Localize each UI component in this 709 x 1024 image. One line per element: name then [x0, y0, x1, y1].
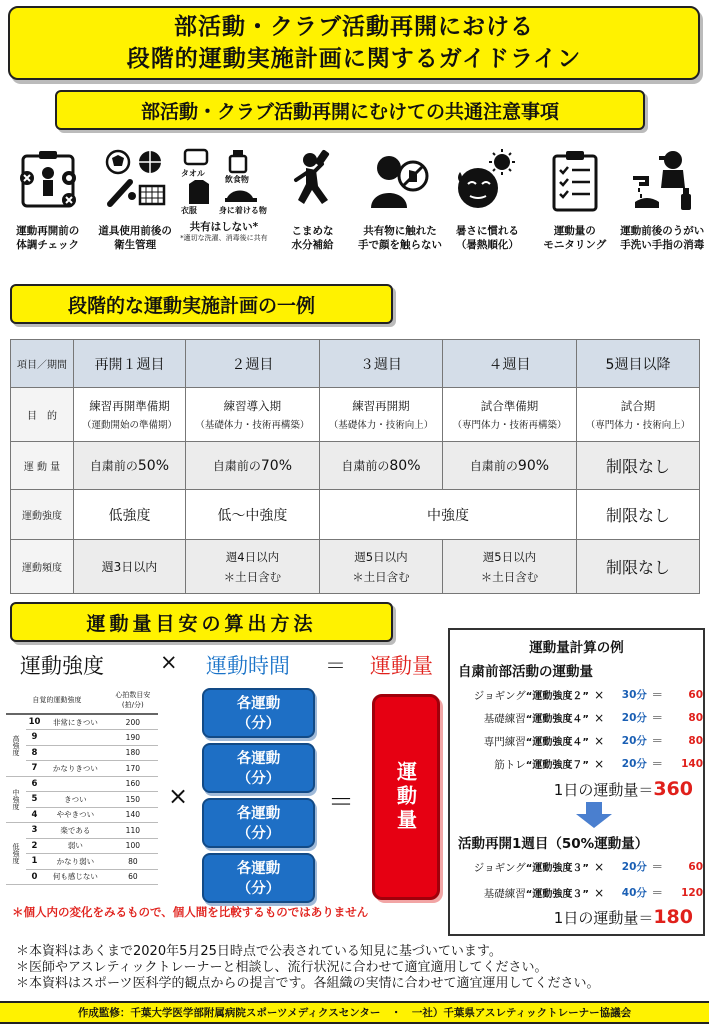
rpe-row: 0 何も感じない 60: [6, 869, 158, 885]
header-week1: 再開１週目: [74, 340, 186, 388]
purpose-week4: 試合準備期 （専門体力・技術再構築）: [442, 388, 576, 442]
calc-row: ジョギング“運動強度３” × 20分 ＝ 60: [473, 859, 704, 874]
rpe-group-low: 低強度: [6, 823, 26, 885]
header-week2: ２週目: [185, 340, 319, 388]
purpose-week2: 練習導入期 （基礎体力・技術再構築）: [185, 388, 319, 442]
exercise-minutes-block: 各運動 （分）: [202, 743, 315, 793]
rpe-row: 高強度 10 非常にきつい 200: [6, 714, 158, 730]
intensity-week5: 制限なし: [576, 490, 699, 540]
header-week5: 5週目以降: [576, 340, 699, 388]
precaution-handwash: [619, 148, 706, 268]
rpe-row: 4 ややきつい 140: [6, 807, 158, 823]
rpe-row: 中強度 6 160: [6, 776, 158, 792]
no-face-touch-icon: [367, 148, 433, 214]
plan-banner: 段階的な運動実施計画の一例: [10, 284, 393, 324]
precaution-8-line2: 手洗い手指の消毒: [620, 239, 705, 251]
precaution-4-line2: 水分補給: [291, 239, 334, 251]
precaution-heat-acclimatization: [444, 148, 531, 268]
calc-row: 基礎練習“運動強度４” × 20分 ＝ 80: [483, 710, 704, 725]
calc-method-banner: 運動量目安の算出方法: [10, 602, 393, 642]
row-label-intensity: 運動強度: [11, 490, 74, 540]
footer-credits: 作成監修：千葉大学医学部附属病院スポーツメディクスセンター ・ 一社）千葉県アスレティックトレーナー協議会: [0, 1001, 709, 1024]
main-title-line2: 段階的運動実施計画に関するガイドライン: [126, 46, 582, 72]
formula-times: ×: [160, 650, 178, 674]
frequency-week2: 週4日以内 ＊土日含む: [185, 540, 319, 594]
purpose-week5: 試合期 （専門体力・技術向上）: [576, 388, 699, 442]
rpe-scale-table: [6, 686, 158, 885]
precaution-7-line2: モニタリング: [543, 239, 607, 251]
footnote-3: ＊本資料はスポーツ医科学的観点からの提言です。各組織の実情に合わせて適宜運用してください。: [16, 976, 600, 991]
purpose-week1: 練習再開準備期 （運動開始の準備期）: [74, 388, 186, 442]
precaution-equipment-hygiene: [91, 148, 178, 268]
rpe-header-hr: 心拍数目安 (拍/分): [108, 686, 158, 714]
footnotes: [16, 944, 599, 992]
precaution-1-line1: 運動再開前の: [16, 225, 80, 237]
formula-intensity: 運動強度: [20, 654, 104, 678]
row-label-volume: 運 動 量: [11, 442, 74, 490]
frequency-week4: 週5日以内 ＊土日含む: [442, 540, 576, 594]
table-row-intensity: [11, 490, 700, 540]
individual-note: ＊個人内の変化をみるもので、個人間を比較するものではありません: [12, 905, 369, 919]
precaution-hydration: [269, 148, 356, 268]
exercise-minutes-block: 各運動 （分）: [202, 798, 315, 848]
rpe-row: 5 きつい 150: [6, 792, 158, 808]
calc-row: 基礎練習“運動強度３” × 40分 ＝ 120: [483, 885, 704, 900]
volume-week5: 制限なし: [576, 442, 699, 490]
precaution-no-sharing: [179, 148, 269, 268]
before-title: 自粛前部活動の運動量: [458, 664, 593, 680]
calc-row: ジョギング“運動強度２” × 30分 ＝ 60: [473, 687, 704, 702]
table-header-row: [11, 340, 700, 388]
precaution-4-line1: こまめな: [291, 225, 334, 237]
rpe-row: 9 190: [6, 730, 158, 746]
rpe-row: 低強度 3 楽である 110: [6, 823, 158, 839]
label-food: 飲食物: [224, 175, 249, 184]
footnote-1: ＊本資料はあくまで2020年5月25日時点で公表されている知見に基づいています。: [16, 944, 502, 959]
frequency-week1: 週3日以内: [74, 540, 186, 594]
precaution-5-line2: 手で顔を触らない: [357, 239, 442, 251]
precaution-monitoring: [531, 148, 618, 268]
rpe-group-mid: 中強度: [6, 776, 26, 823]
formula-equals: ＝: [325, 654, 346, 678]
equals-sign: ＝: [328, 788, 355, 818]
exercise-amount-box: 運動量: [372, 694, 440, 900]
volume-week2: 自粛前の70%: [185, 442, 319, 490]
after-title: 活動再開1週目（50%運動量）: [458, 836, 649, 852]
precaution-5-line1: 共有物に触れた: [363, 225, 437, 237]
table-row-frequency: [11, 540, 700, 594]
precautions-icons-row: [4, 148, 706, 268]
common-precautions-banner: 部活動・クラブ活動再開にむけての共通注意事項: [55, 90, 645, 130]
rpe-row: 8 180: [6, 745, 158, 761]
intensity-week1: 低強度: [74, 490, 186, 540]
purpose-week3: 練習再開期 （基礎体力・技術向上）: [319, 388, 442, 442]
intensity-week2: 低～中強度: [185, 490, 319, 540]
main-title-line1: 部活動・クラブ活動再開における: [174, 14, 534, 40]
calc-row: 専門練習“運動強度４” × 20分 ＝ 80: [483, 733, 704, 748]
header-week3: ３週目: [319, 340, 442, 388]
exercise-minutes-block: 各運動 （分）: [202, 688, 315, 738]
precaution-6-line1: 暑さに慣れる: [455, 225, 519, 237]
precaution-3-note: *適切な洗濯、消毒後に共有: [180, 234, 268, 242]
calc-example-box: [448, 628, 705, 936]
precaution-8-line1: 運動前後のうがい: [620, 225, 705, 237]
table-row-volume: [11, 442, 700, 490]
precaution-health-check: [4, 148, 91, 268]
precaution-2-line2: 衛生管理: [114, 239, 157, 251]
frequency-week5: 制限なし: [576, 540, 699, 594]
rpe-row: 7 かなりきつい 170: [6, 761, 158, 777]
header-item: 項目／期間: [11, 340, 74, 388]
exercise-plan-table: [10, 339, 700, 594]
precaution-1-line2: 体調チェック: [16, 239, 80, 251]
precaution-no-face-touch: [356, 148, 443, 268]
precaution-6-line2: （暑熱順化）: [455, 239, 519, 251]
header-week4: ４週目: [442, 340, 576, 388]
calc-example-title: 運動量計算の例: [529, 640, 624, 656]
precaution-2-line1: 道具使用前後の: [98, 225, 172, 237]
main-title: [8, 6, 700, 80]
volume-week4: 自粛前の90%: [442, 442, 576, 490]
footnote-2: ＊医師やアスレティックトレーナーと相談し、流行状況に合わせて適宜適用してください。: [16, 960, 548, 975]
frequency-week3: 週5日以内 ＊土日含む: [319, 540, 442, 594]
rpe-row: 2 弱い 100: [6, 838, 158, 854]
table-row-purpose: [11, 388, 700, 442]
formula-time: 運動時間: [206, 654, 290, 678]
heat-sun-icon: [454, 148, 520, 214]
formula-amount: 運動量: [370, 654, 433, 678]
label-wearables: 身に着ける物: [218, 206, 267, 215]
handwash-gargle-icon: [629, 148, 695, 214]
before-total: 1日の運動量＝360: [553, 778, 693, 800]
times-sign: ×: [168, 782, 189, 810]
volume-week1: 自粛前の50%: [74, 442, 186, 490]
drinking-water-icon: [280, 148, 346, 214]
precaution-3-line1: 共有はしない*: [189, 221, 259, 233]
rpe-header: [6, 686, 158, 714]
intensity-week3-4: 中強度: [319, 490, 576, 540]
calc-row: 筋トレ“運動強度７” × 20分 ＝ 140: [494, 756, 704, 771]
rpe-header-scale: 自覚的運動強度: [6, 686, 108, 714]
rpe-row: 1 かなり弱い 80: [6, 854, 158, 870]
clipboard-icon: [542, 148, 608, 214]
rpe-group-high: 高強度: [6, 714, 26, 776]
precaution-7-line1: 運動量の: [553, 225, 596, 237]
volume-week3: 自粛前の80%: [319, 442, 442, 490]
down-arrow-icon: [574, 802, 614, 828]
checklist-person-icon: [15, 148, 81, 214]
sports-equipment-icon: [102, 148, 168, 214]
label-clothes: 衣服: [180, 206, 197, 215]
exercise-minutes-block: 各運動 （分）: [202, 853, 315, 903]
after-total: 1日の運動量＝180: [553, 906, 693, 928]
row-label-frequency: 運動頻度: [11, 540, 74, 594]
row-label-purpose: 目 的: [11, 388, 74, 442]
label-towel: タオル: [180, 169, 205, 178]
